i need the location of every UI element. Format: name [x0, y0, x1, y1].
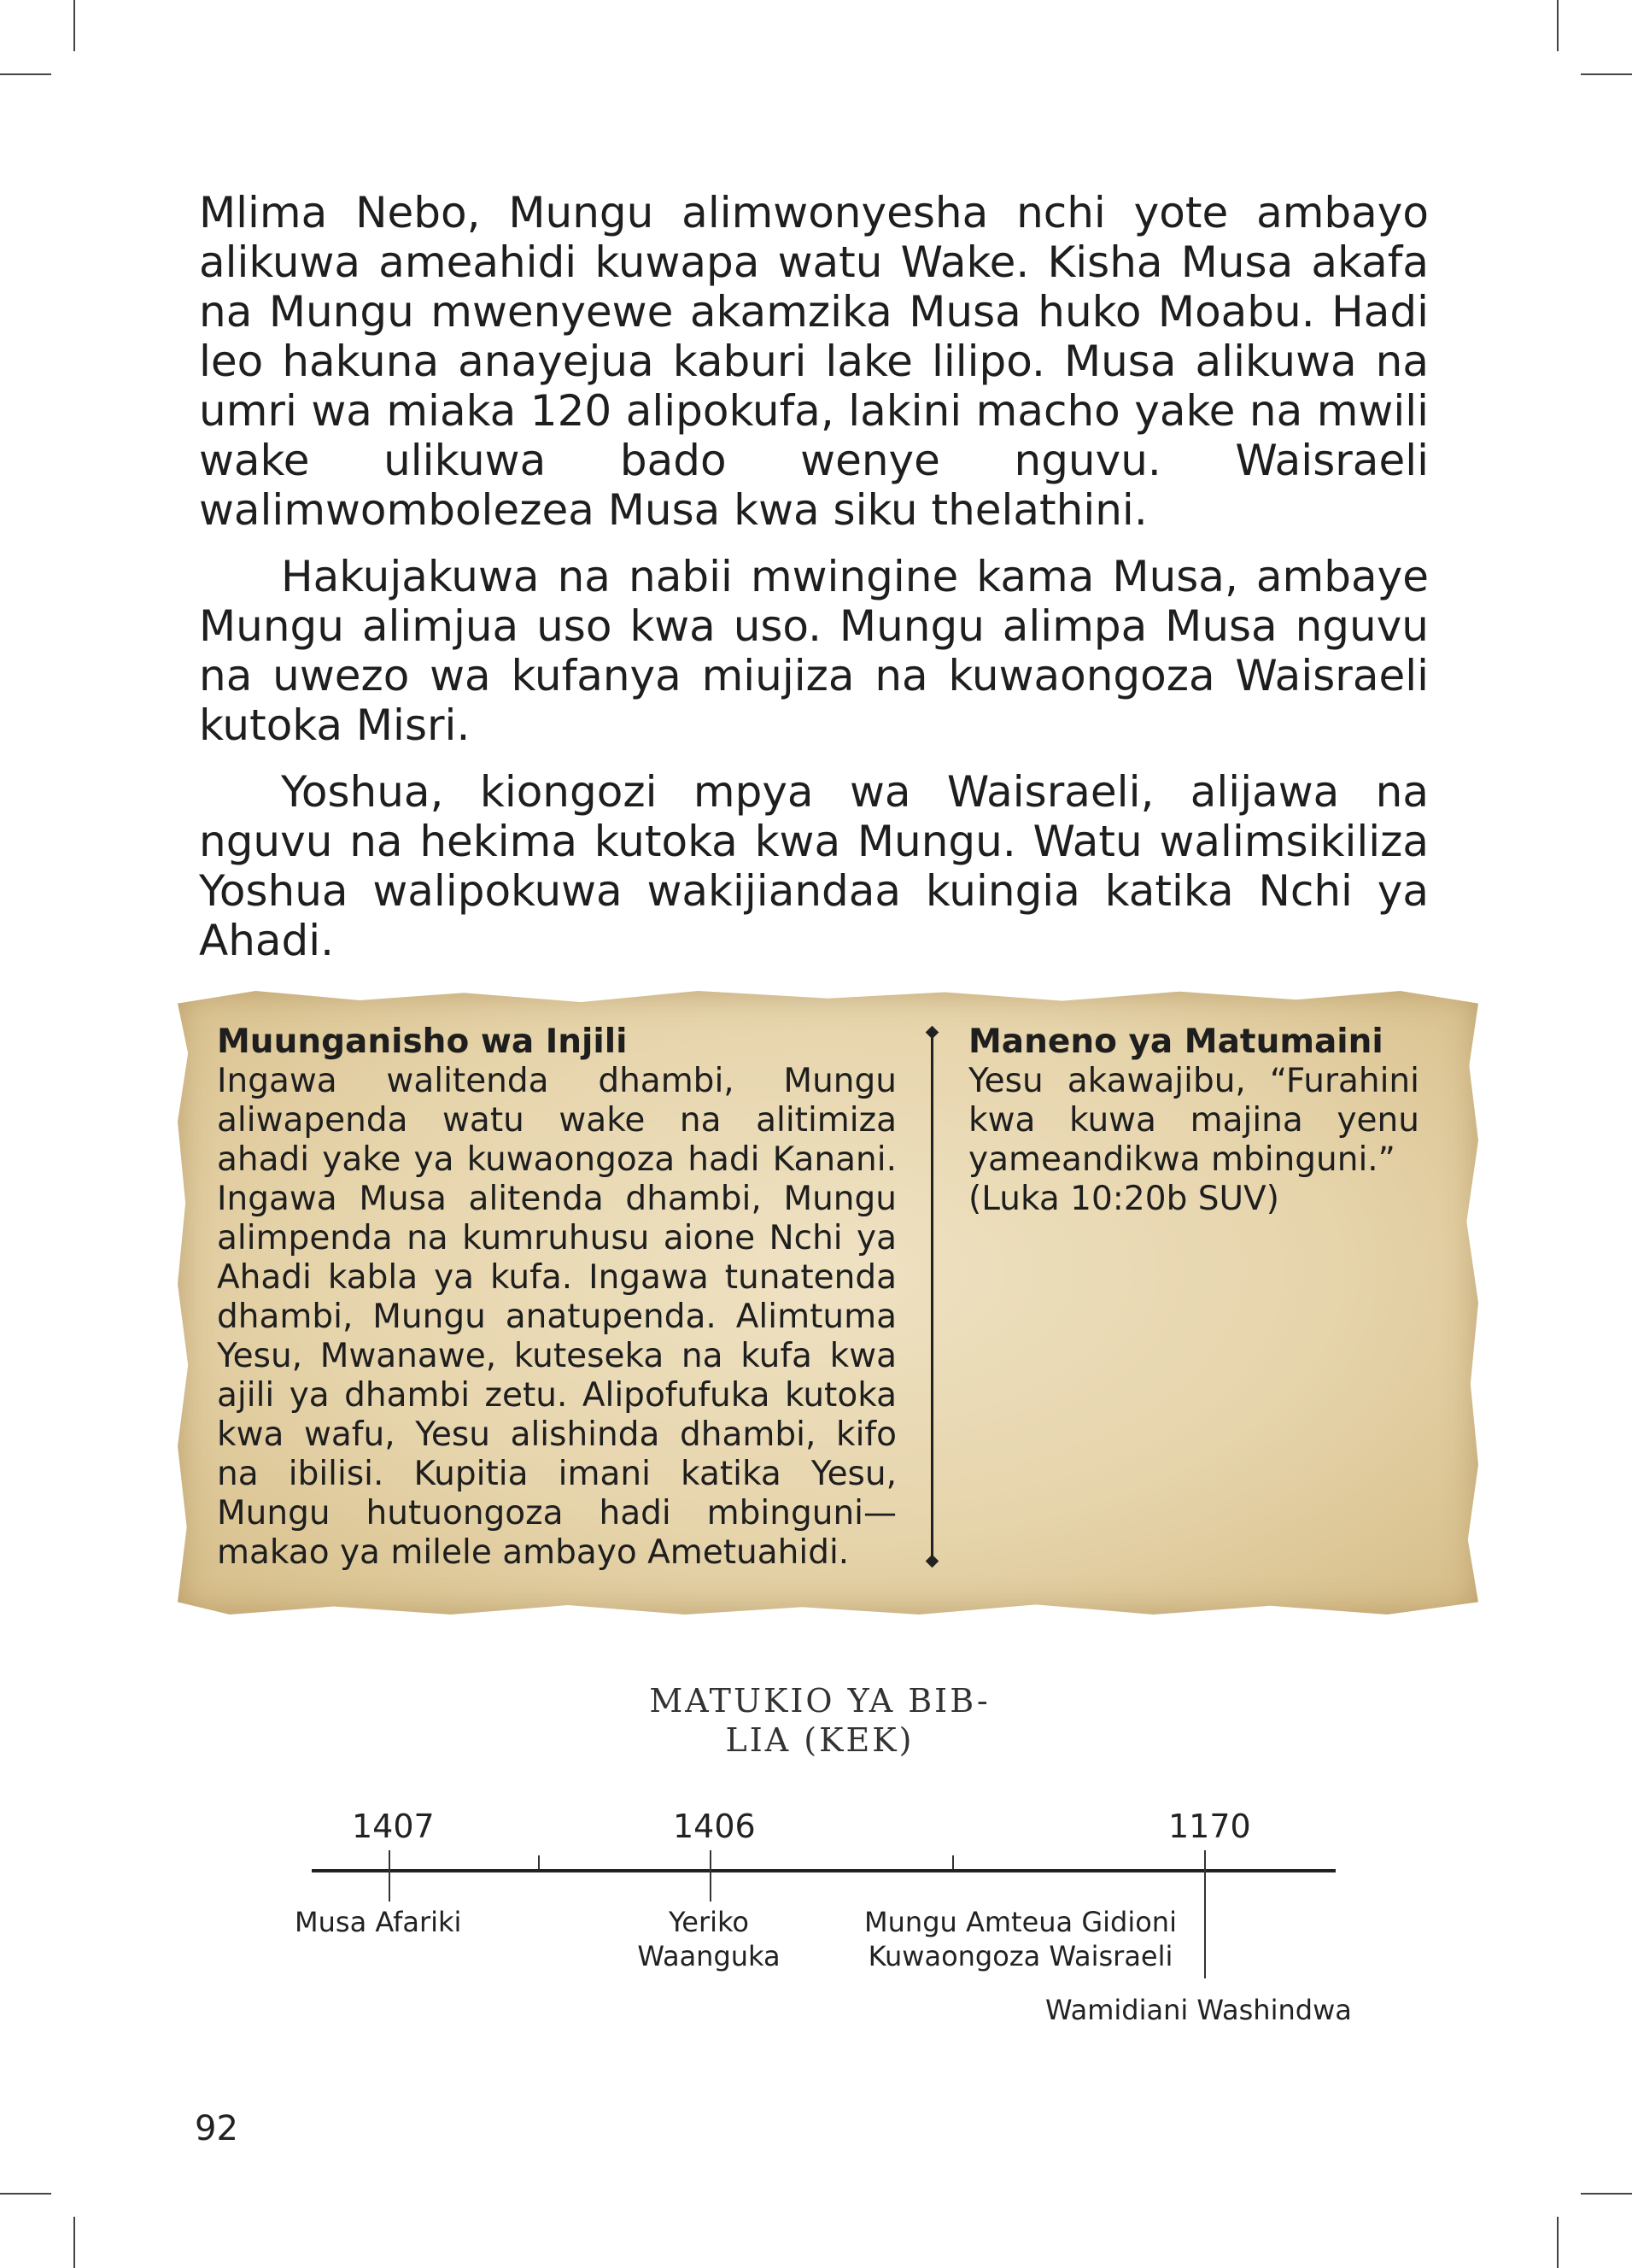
- timeline-tick: [710, 1850, 711, 1902]
- words-of-hope-heading: Maneno ya Matumaini: [968, 1023, 1383, 1061]
- paragraph: Yoshua, kiongozi mpya wa Waisraeli, alijawa na nguvu na hekima kutoka kwa Mungu. Watu walimsikiliza Yoshua walipokuwa wakijiandaa kuingia katika Nchi ya Ahadi.: [199, 767, 1429, 965]
- event-label-line: Yeriko: [669, 1906, 749, 1938]
- event-label: [854, 1905, 1187, 1973]
- year-label: 1406: [673, 1808, 756, 1845]
- year-label: 1170: [1168, 1808, 1251, 1845]
- gospel-connection-text: Ingawa walitenda dhambi, Mungu aliwapenda watu wake na alitimiza ahadi yake ya kuwaongoza hadi Kanani. Ingawa Musa alitenda dhambi, Mungu alimpenda na kumruhusu aione Nchi ya Ahadi kabla ya kufa. Ingawa tunatenda dhambi, Mungu anatupenda. Alimtuma Yesu, Mwanawe, kuteseka na kufa kwa ajili ya dhambi zetu. Alipofufuka kutoka kwa wafu, Yesu alishinda dhambi, kifo na ibilisi. Kupitia imani katika Yesu, Mungu hutuongoza hadi mbinguni—makao ya milele ambayo Ametuahidi.: [217, 1062, 897, 1572]
- crop-mark: [1557, 0, 1559, 51]
- event-label: [632, 1905, 786, 1973]
- event-label: Musa Afariki: [295, 1906, 462, 1938]
- crop-mark: [0, 2193, 51, 2195]
- timeline-title-line: LIA (KEK): [725, 1721, 915, 1759]
- event-label-line: Mungu Amteua Gidioni: [864, 1906, 1177, 1938]
- timeline-tick: [952, 1855, 954, 1869]
- crop-mark: [73, 0, 75, 51]
- year-label: 1407: [352, 1808, 435, 1845]
- crop-mark: [1557, 2217, 1559, 2268]
- event-label-line: Kuwaongoza Waisraeli: [868, 1940, 1173, 1972]
- crop-mark: [1581, 73, 1632, 75]
- page-number: 92: [195, 2109, 238, 2148]
- paragraph: Mlima Nebo, Mungu alimwonyesha nchi yote ambayo alikuwa ameahidi kuwapa watu Wake. Kisha Musa akafa na Mungu mwenyewe akamzika Musa huko Moabu. Hadi leo hakuna anayejua kaburi lake lilipo. Musa alikuwa na umri wa miaka 120 alipokufa, lakini macho yake na mwili wake ulikuwa bado wenye nguvu. Waisraeli walimwombolezea Musa kwa siku thelathini.: [199, 188, 1429, 535]
- crop-mark: [1581, 2193, 1632, 2195]
- words-of-hope: [968, 1023, 1419, 1219]
- timeline-tick: [538, 1855, 540, 1869]
- column-divider: [931, 1035, 933, 1556]
- scripture-reference: (Luka 10:20b SUV): [968, 1180, 1279, 1218]
- body-text: [199, 188, 1429, 982]
- timeline-title: [598, 1681, 1042, 1760]
- event-label-line: Waanguka: [637, 1940, 781, 1972]
- words-of-hope-text: Yesu akawajibu, “Furahini kwa kuwa majina yenu yameandikwa mbinguni.”: [968, 1062, 1419, 1179]
- event-label: Wamidiani Washindwa: [1045, 1994, 1352, 2026]
- gospel-connection-heading: Muunganisho wa Injili: [217, 1023, 628, 1061]
- paragraph: Hakujakuwa na nabii mwingine kama Musa, ambaye Mungu alimjua uso kwa uso. Mungu alimpa Musa nguvu na uwezo wa kufanya miujiza na kuwaongoza Waisraeli kutoka Misri.: [199, 552, 1429, 750]
- timeline-tick: [1204, 1850, 1206, 1978]
- gospel-connection: [217, 1023, 897, 1573]
- crop-mark: [0, 73, 51, 75]
- timeline-title-line: MATUKIO YA BIB-: [649, 1682, 991, 1720]
- timeline-axis: [312, 1869, 1336, 1872]
- timeline-tick: [389, 1850, 390, 1902]
- crop-mark: [73, 2217, 75, 2268]
